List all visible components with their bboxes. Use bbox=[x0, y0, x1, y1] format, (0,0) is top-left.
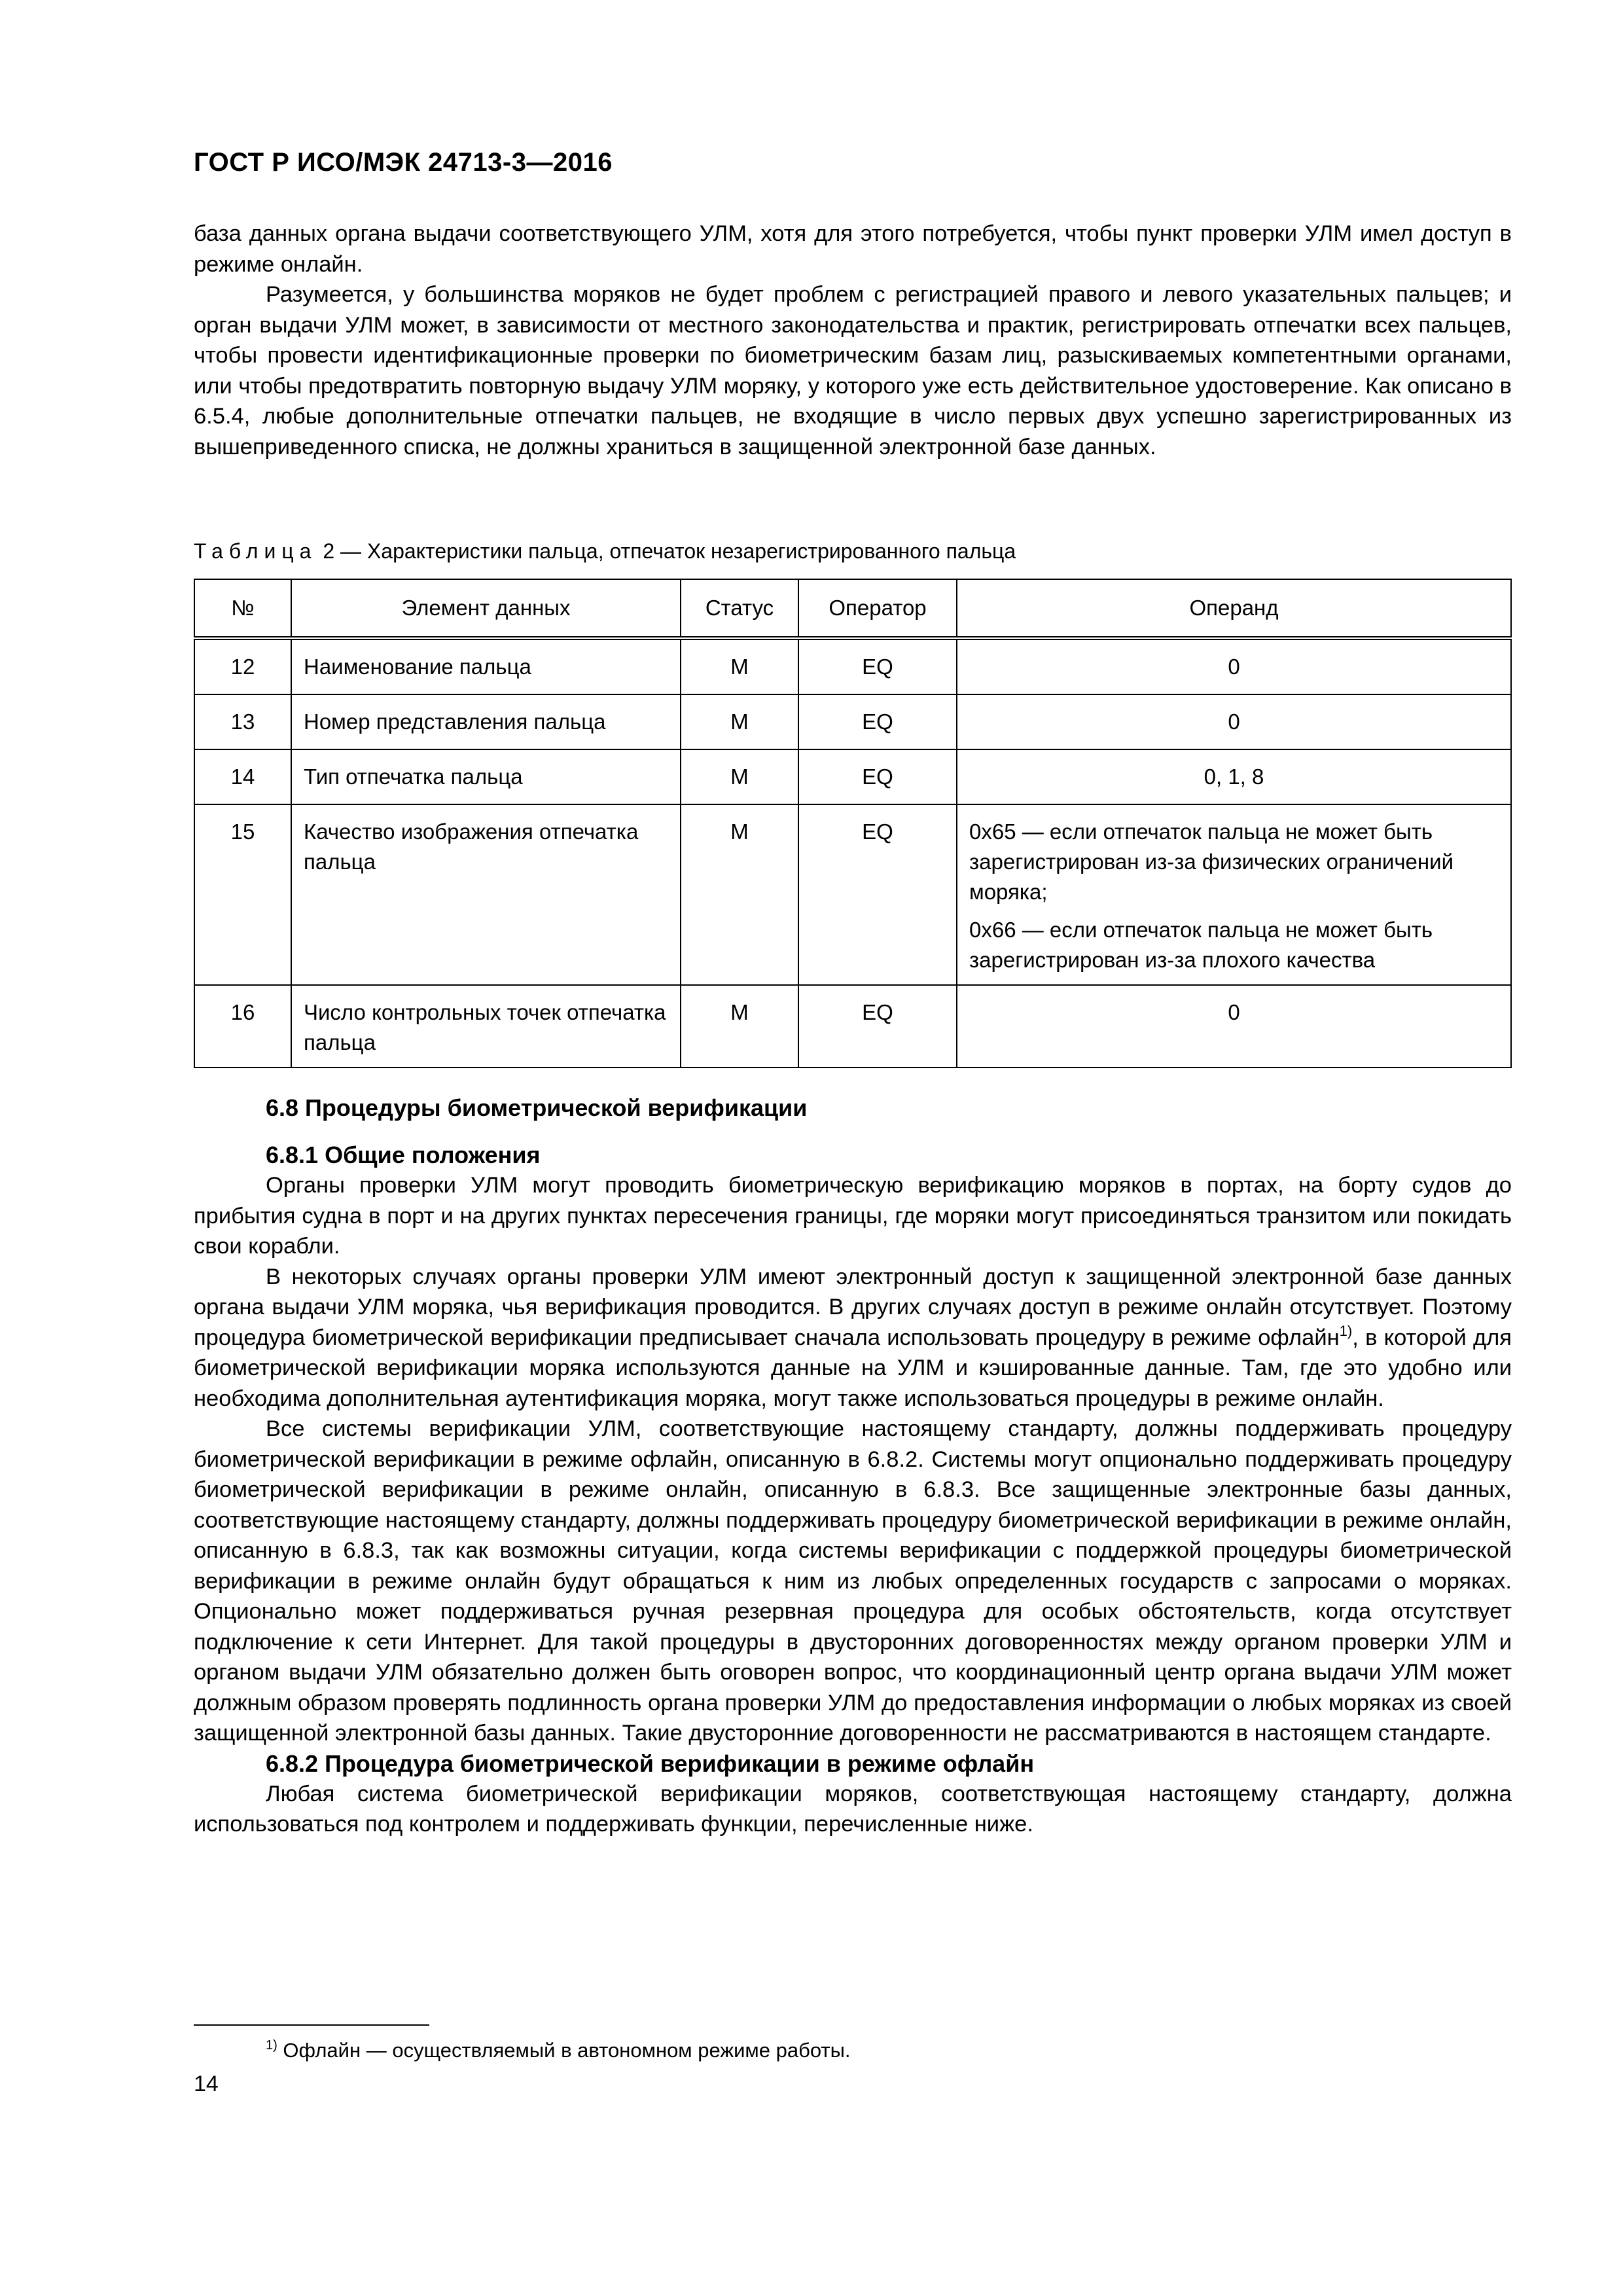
page-number: 14 bbox=[194, 2072, 219, 2096]
paragraph-text: В некоторых случаях органы проверки УЛМ имеют электронный доступ к защищенной электронной базе данных органа выдачи УЛМ моряка, чья верификация проводится. В других случаях доступ в режиме онлайн отсутствует. Поэтому процедура биометрической верификации предписывает сначала использовать процедуру в режиме офлайн bbox=[194, 1264, 1512, 1350]
table-caption-label: Таблица bbox=[194, 539, 317, 563]
table-row bbox=[194, 694, 1511, 749]
cell-operator: EQ bbox=[798, 985, 957, 1067]
finger-characteristics-table bbox=[194, 579, 1512, 1068]
table-caption-text: 2 — Характеристики пальца, отпечаток незарегистрированного пальца bbox=[317, 539, 1016, 563]
cell-operand: 0 bbox=[957, 985, 1511, 1067]
cell-element: Качество изображения отпечатка пальца bbox=[291, 804, 681, 985]
cell-status: M bbox=[681, 985, 798, 1067]
heading-6-8-2: 6.8.2 Процедура биометрической верификации в режиме офлайн bbox=[266, 1749, 1035, 1777]
cell-operand bbox=[957, 804, 1511, 985]
cell-status: M bbox=[681, 749, 798, 804]
footnote-mark: 1) bbox=[266, 2038, 277, 2053]
cell-number: 15 bbox=[194, 804, 291, 985]
column-header-number: № bbox=[194, 579, 291, 638]
column-header-operand: Операнд bbox=[957, 579, 1511, 638]
cell-element: Номер представления пальца bbox=[291, 694, 681, 749]
operand-option-0x65: 0x65 — если отпечаток пальца не может быть зарегистрирован из-за физических ограничений моряка; bbox=[969, 819, 1454, 904]
table-row bbox=[194, 638, 1511, 694]
cell-operand: 0 bbox=[957, 694, 1511, 749]
paragraph-6-8-1-1: Органы проверки УЛМ могут проводить биометрическую верификацию моряков в портах, на борту судов до прибытия судна в порт и на других пунктах пересечения границы, где моряки могут присоединяться транзитом или покидать свои корабли. bbox=[194, 1173, 1512, 1259]
paragraph-text: , в которой для биометрической верификации моряка используются данные на УЛМ и кэшированные данные. Там, где это удобно или необходима дополнительная аутентификация моряка, могут также использоваться процедуры в режиме онлайн. bbox=[194, 1325, 1512, 1411]
section-6-8 bbox=[194, 1093, 1512, 1840]
cell-number: 16 bbox=[194, 985, 291, 1067]
table-row bbox=[194, 985, 1511, 1067]
paragraph-fingers: Разумеется, у большинства моряков не будет проблем с регистрацией правого и левого указательных пальцев; и орган выдачи УЛМ может, в зависимости от местного законодательства и практик, регистрировать отпечатки всех пальцев, чтобы провести идентификационные проверки по биометрическим базам лиц, разыскиваемых компетентными органами, или чтобы предотвратить повторную выдачу УЛМ моряку, у которого уже есть действительное удостоверение. Как описано в 6.5.4, любые дополнительные отпечатки пальцев, не входящие в число первых двух успешно зарегистрированных из вышеприведенного списка, не должны храниться в защищенной электронной базе данных. bbox=[194, 282, 1512, 459]
cell-operator: EQ bbox=[798, 749, 957, 804]
column-header-element: Элемент данных bbox=[291, 579, 681, 638]
table-row bbox=[194, 804, 1511, 985]
paragraph-continued: база данных органа выдачи соответствующего УЛМ, хотя для этого потребуется, чтобы пункт проверки УЛМ имел доступ в режиме онлайн. bbox=[194, 221, 1512, 277]
table-header-row bbox=[194, 579, 1511, 638]
cell-number: 13 bbox=[194, 694, 291, 749]
cell-number: 12 bbox=[194, 638, 291, 694]
paragraph-6-8-2-1: Любая система биометрической верификации моряков, соответствующая настоящему стандарту, должна использоваться под контролем и поддерживать функции, перечисленные ниже. bbox=[194, 1781, 1512, 1837]
cell-operator: EQ bbox=[798, 638, 957, 694]
cell-element: Число контрольных точек отпечатка пальца bbox=[291, 985, 681, 1067]
column-header-status: Статус bbox=[681, 579, 798, 638]
cell-element: Наименование пальца bbox=[291, 638, 681, 694]
intro-section bbox=[194, 219, 1512, 462]
cell-status: M bbox=[681, 638, 798, 694]
cell-operand: 0 bbox=[957, 638, 1511, 694]
heading-6-8: 6.8 Процедуры биометрической верификации bbox=[266, 1094, 808, 1121]
document-header-title: ГОСТ Р ИСО/МЭК 24713-3—2016 bbox=[194, 148, 613, 177]
footnote-separator bbox=[194, 2024, 429, 2026]
cell-operator: EQ bbox=[798, 804, 957, 985]
operand-option-0x66: 0x66 — если отпечаток пальца не может быть зарегистрирован из-за плохого качества bbox=[969, 918, 1433, 972]
paragraph-6-8-1-2 bbox=[194, 1262, 1512, 1414]
footnote-reference[interactable]: 1) bbox=[1339, 1322, 1353, 1339]
table-row bbox=[194, 749, 1511, 804]
cell-status: M bbox=[681, 694, 798, 749]
footnote-text: Офлайн — осуществляемый в автономном режиме работы. bbox=[277, 2039, 851, 2062]
cell-number: 14 bbox=[194, 749, 291, 804]
footnote bbox=[266, 2037, 850, 2064]
table-caption bbox=[194, 538, 1016, 564]
cell-element: Тип отпечатка пальца bbox=[291, 749, 681, 804]
paragraph-6-8-1-3: Все системы верификации УЛМ, соответствующие настоящему стандарту, должны поддерживать процедуру биометрической верификации в режиме офлайн, описанную в 6.8.2. Системы могут опционально поддерживать процедуру биометрической верификации в режиме онлайн, описанную в 6.8.3. Все защищенные электронные базы данных, соответствующие настоящему стандарту, должны поддерживать процедуру биометрической верификации в режиме онлайн, описанную в 6.8.3, так как возможны ситуации, когда системы верификации с поддержкой процедуры биометрической верификации в режиме онлайн будут обращаться к ним из любых определенных государств с запросами о моряках. Опционально может поддерживаться ручная резервная процедура для особых обстоятельств, когда отсутствует подключение к сети Интернет. Для такой процедуры в двусторонних договоренностях между органом проверки УЛМ и органом выдачи УЛМ обязательно должен быть оговорен вопрос, что координационный центр органа выдачи УЛМ может должным образом проверять подлинность органа проверки УЛМ до предоставления информации о любых моряках из своей защищенной электронной базы данных. Такие двусторонние договоренности не рассматриваются в настоящем стандарте. bbox=[194, 1416, 1512, 1746]
heading-6-8-1: 6.8.1 Общие положения bbox=[266, 1141, 541, 1168]
cell-operator: EQ bbox=[798, 694, 957, 749]
cell-operand: 0, 1, 8 bbox=[957, 749, 1511, 804]
cell-status: M bbox=[681, 804, 798, 985]
column-header-operator: Оператор bbox=[798, 579, 957, 638]
